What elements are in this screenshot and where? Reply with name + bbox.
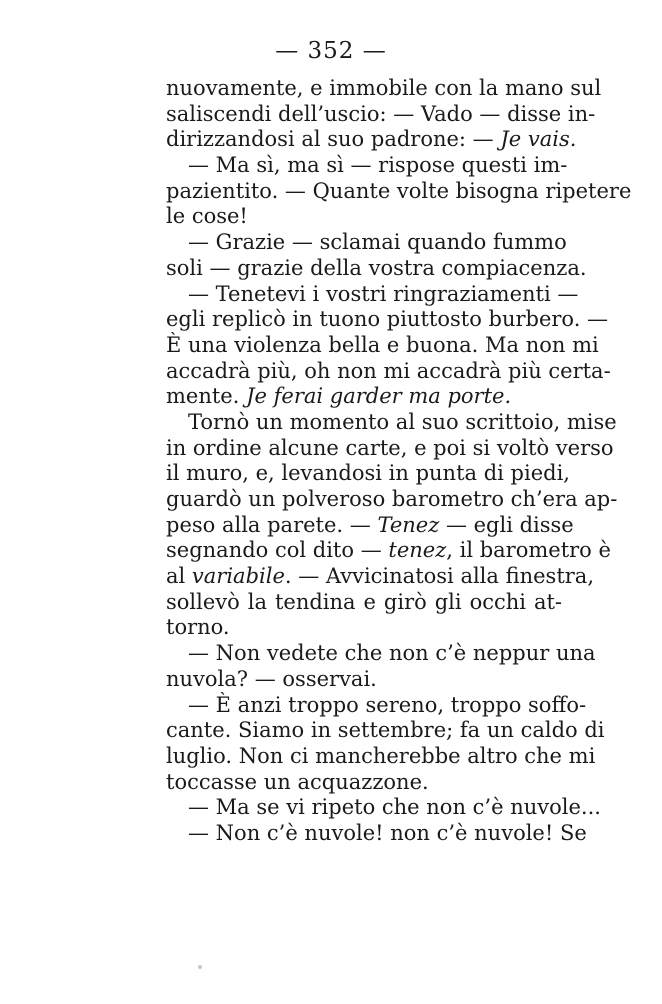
- text-line-content: luglio. Non ci mancherebbe altro che mi: [166, 743, 596, 768]
- text-line: [166, 307, 609, 333]
- text-line-content: — Ma se vi ripeto che non c’è nuvole...: [188, 795, 601, 820]
- text-line: [166, 358, 611, 385]
- text-line: [166, 76, 602, 102]
- text-line: [166, 332, 599, 359]
- text-line-content: — Non vedete che non c’è neppur una: [188, 641, 596, 666]
- body-text: [166, 76, 632, 847]
- text-line: [166, 667, 562, 693]
- text-line-content: peso alla parete. — Tenez — egli disse: [166, 512, 574, 537]
- text-line-content: egli replicò in tuono piuttosto burbero. —: [166, 307, 609, 332]
- text-line-content: guardò un polveroso barometro ch’era ap-: [166, 487, 618, 511]
- text-line: [166, 820, 587, 847]
- text-line-content: soli — grazie della vostra compiacenza.: [166, 255, 587, 280]
- text-line: [166, 641, 596, 667]
- text-line-content: nuvola? — osservai.: [166, 666, 377, 691]
- text-line: [166, 692, 587, 719]
- text-line: [166, 435, 614, 462]
- text-line-content: — Tenetevi i vostri ringraziamenti —: [188, 281, 579, 306]
- text-line: [166, 127, 577, 153]
- text-line-content: — Ma sì, ma sì — rispose questi im-: [188, 153, 568, 178]
- italic-phrase: Je ferai garder ma porte.: [246, 384, 512, 409]
- text-line: [166, 590, 562, 616]
- italic-phrase: Je vais.: [500, 127, 577, 152]
- text-line: [166, 384, 562, 410]
- text-line-content: dirizzandosi al suo padrone: — Je vais.: [166, 127, 577, 152]
- text-line: [166, 512, 574, 539]
- text-line-content: segnando col dito — tenez, il barometro è: [166, 538, 611, 563]
- text-line-content: Tornò un momento al suo scrittoio, mise: [188, 409, 617, 434]
- text-line: [166, 255, 587, 282]
- italic-phrase: variabile: [191, 564, 285, 589]
- text-line: [166, 770, 562, 796]
- text-line-content: È una violenza bella e buona. Ma non mi: [166, 332, 599, 357]
- text-line: [166, 743, 596, 770]
- page-number: — 352 —: [275, 38, 387, 64]
- italic-phrase: Tenez: [377, 512, 440, 537]
- text-line: [166, 564, 595, 590]
- italic-phrase: tenez: [388, 538, 447, 563]
- text-line-content: — Grazie — sclamai quando fummo: [188, 230, 567, 255]
- text-line: [166, 409, 617, 436]
- text-line-content: — Non c’è nuvole! non c’è nuvole! Se: [188, 820, 587, 845]
- text-line: [166, 230, 567, 256]
- text-line-content: toccasse un acquazzone.: [166, 769, 429, 794]
- text-line-content: nuovamente, e immobile con la mano sul: [166, 76, 602, 100]
- text-line: [166, 281, 579, 308]
- text-line-content: in ordine alcune carte, e poi si voltò verso: [166, 435, 614, 460]
- text-line: [166, 795, 601, 821]
- paper-speck: [198, 965, 202, 969]
- text-line: [166, 153, 568, 179]
- text-line-content: accadrà più, oh non mi accadrà più certa-: [166, 358, 611, 383]
- text-line: [166, 101, 596, 128]
- text-line-content: mente. Je ferai garder ma porte.: [166, 384, 512, 409]
- text-line-content: al variabile. — Avvicinatosi alla finestra,: [166, 564, 595, 589]
- text-line: [166, 178, 632, 205]
- text-line: [166, 718, 605, 744]
- text-line: [166, 487, 618, 513]
- text-line: [166, 461, 570, 487]
- text-line: [166, 204, 562, 230]
- text-line-content: cante. Siamo in settembre; fa un caldo di: [166, 718, 605, 743]
- text-line-content: le cose!: [166, 204, 248, 229]
- text-line-content: pazientito. — Quante volte bisogna ripetere: [166, 178, 632, 203]
- text-line-content: torno.: [166, 615, 230, 640]
- text-line: [166, 615, 562, 641]
- text-line-content: il muro, e, levandosi in punta di piedi,: [166, 461, 570, 486]
- text-line: [166, 538, 611, 564]
- text-line-content: saliscendi dell’uscio: — Vado — disse in-: [166, 101, 596, 126]
- text-line-content: sollevò la tendina e girò gli occhi at-: [166, 589, 562, 614]
- text-line-content: — È anzi troppo sereno, troppo soffo-: [188, 692, 587, 717]
